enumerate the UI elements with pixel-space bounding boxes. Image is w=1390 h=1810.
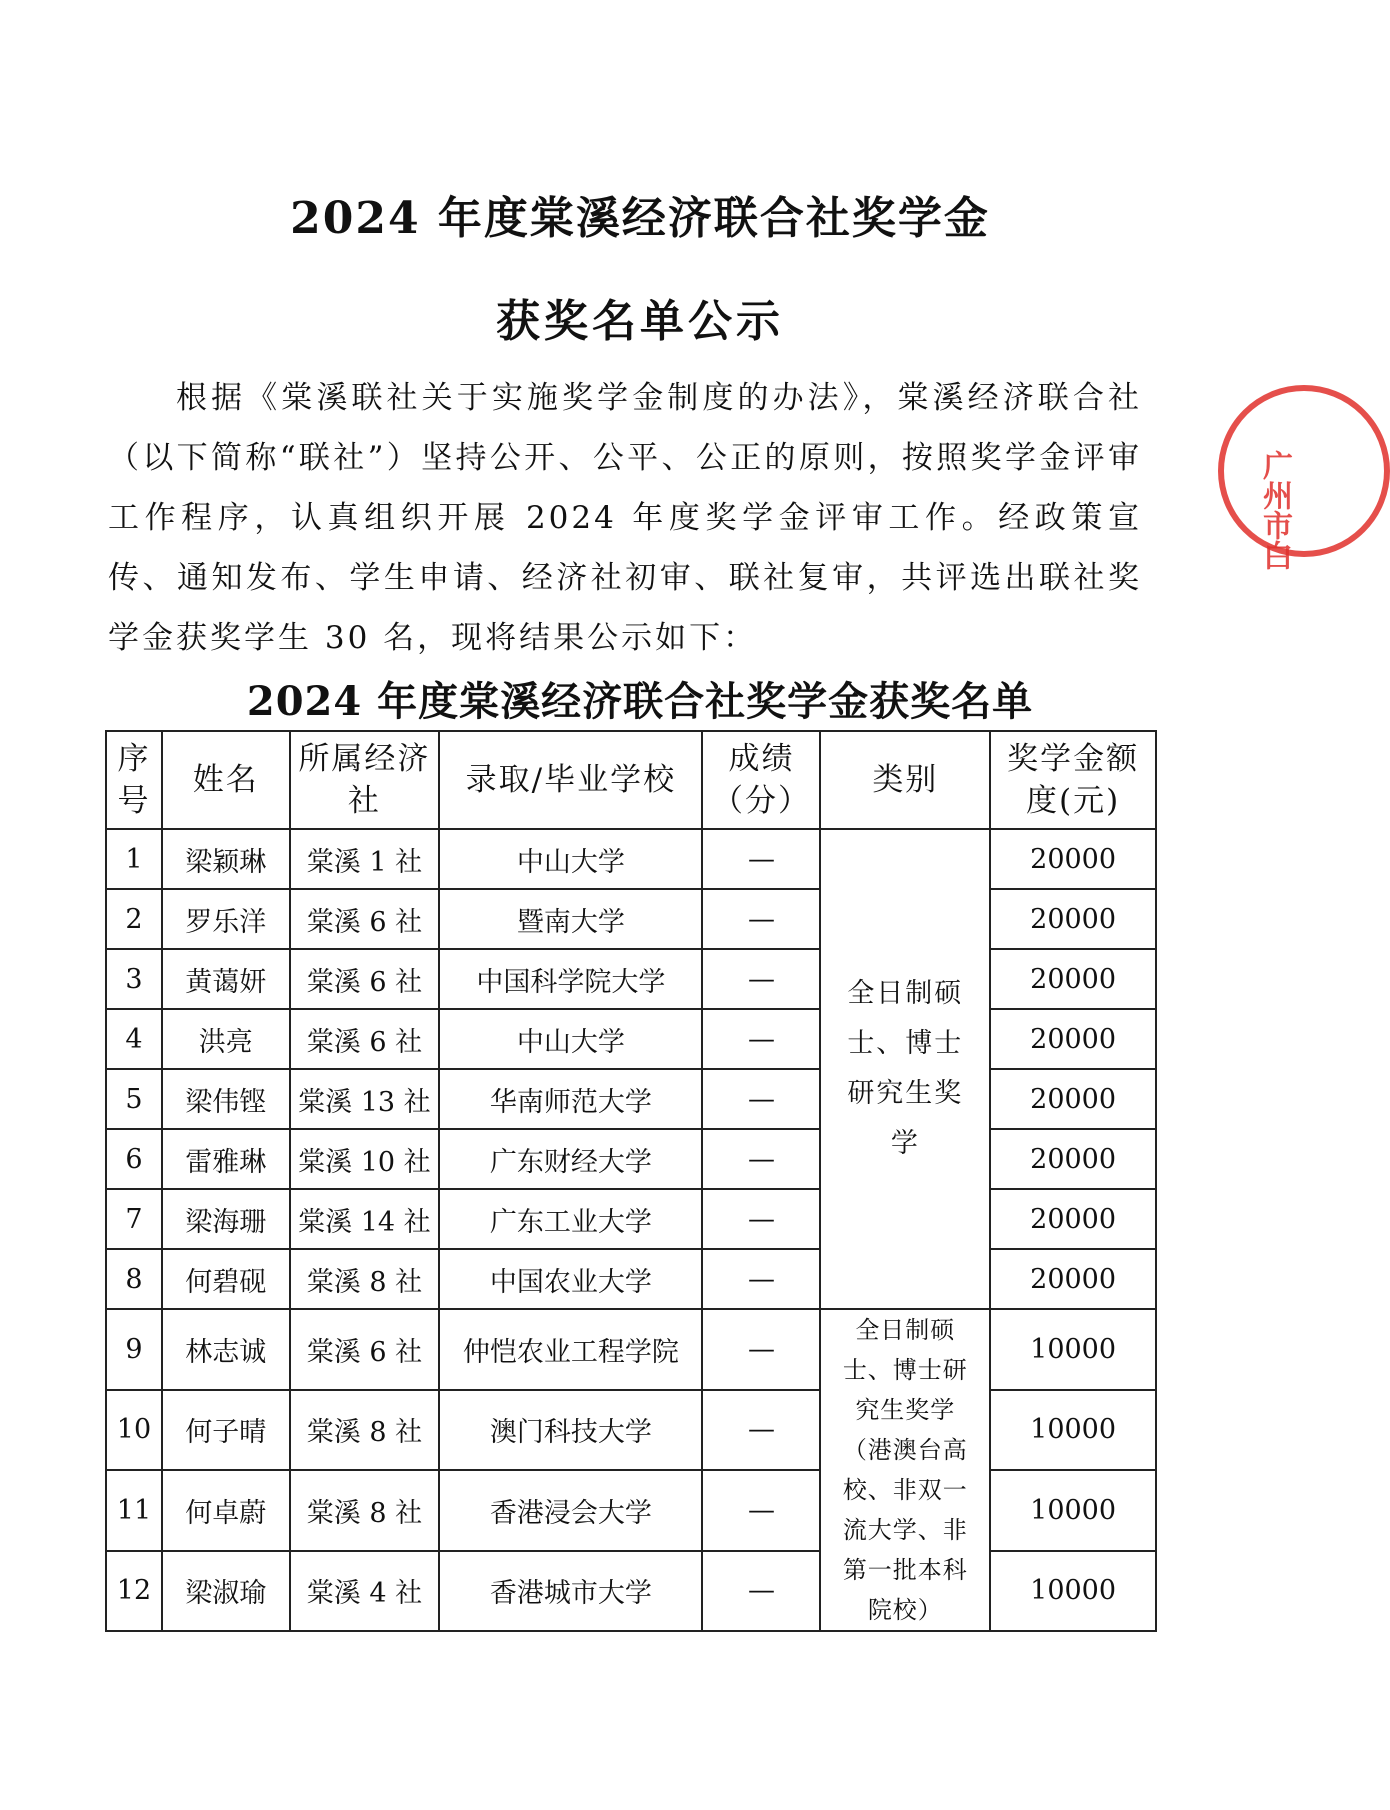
header-amount: 奖学金额度(元) bbox=[990, 731, 1156, 829]
table-row bbox=[106, 1009, 1156, 1069]
cell-school: 香港城市大学 bbox=[439, 1551, 702, 1632]
header-seq: 序号 bbox=[106, 731, 162, 829]
table-row bbox=[106, 1249, 1156, 1309]
cell-category-1: 全日制硕士、博士研究生奖学 bbox=[820, 829, 990, 1309]
cell-school: 暨南大学 bbox=[439, 889, 702, 949]
official-seal-text: 广州市白 bbox=[1257, 450, 1292, 570]
cell-coop: 棠溪 10 社 bbox=[290, 1129, 440, 1189]
header-school: 录取/毕业学校 bbox=[439, 731, 702, 829]
table-row bbox=[106, 1069, 1156, 1129]
cell-seq: 12 bbox=[106, 1551, 162, 1632]
cell-amount: 20000 bbox=[990, 1189, 1156, 1249]
cell-seq: 1 bbox=[106, 829, 162, 889]
cell-school: 广东工业大学 bbox=[439, 1189, 702, 1249]
cell-name: 梁海珊 bbox=[162, 1189, 290, 1249]
cell-school: 广东财经大学 bbox=[439, 1129, 702, 1189]
cell-name: 何卓蔚 bbox=[162, 1470, 290, 1551]
cell-score: — bbox=[702, 1009, 820, 1069]
cell-name: 梁伟铿 bbox=[162, 1069, 290, 1129]
cell-school: 仲恺农业工程学院 bbox=[439, 1309, 702, 1390]
cell-amount: 20000 bbox=[990, 1009, 1156, 1069]
table-row bbox=[106, 1309, 1156, 1390]
header-name: 姓名 bbox=[162, 731, 290, 829]
cell-name: 洪亮 bbox=[162, 1009, 290, 1069]
cell-score: — bbox=[702, 1551, 820, 1632]
cell-seq: 9 bbox=[106, 1309, 162, 1390]
cell-seq: 7 bbox=[106, 1189, 162, 1249]
cell-name: 雷雅琳 bbox=[162, 1129, 290, 1189]
table-row bbox=[106, 1551, 1156, 1632]
table-row bbox=[106, 829, 1156, 889]
table-row bbox=[106, 1129, 1156, 1189]
cell-score: — bbox=[702, 1069, 820, 1129]
award-table bbox=[105, 730, 1157, 1632]
cell-name: 何子晴 bbox=[162, 1390, 290, 1471]
cell-amount: 10000 bbox=[990, 1309, 1156, 1390]
cell-name: 罗乐洋 bbox=[162, 889, 290, 949]
cell-score: — bbox=[702, 889, 820, 949]
cell-category-2: 全日制硕士、博士研究生奖学（港澳台高校、非双一流大学、非第一批本科院校） bbox=[820, 1309, 990, 1631]
cell-seq: 5 bbox=[106, 1069, 162, 1129]
header-coop: 所属经济社 bbox=[290, 731, 440, 829]
table-row bbox=[106, 949, 1156, 1009]
cell-school: 华南师范大学 bbox=[439, 1069, 702, 1129]
cell-coop: 棠溪 4 社 bbox=[290, 1551, 440, 1632]
cell-name: 梁淑瑜 bbox=[162, 1551, 290, 1632]
official-seal-stamp bbox=[1218, 385, 1390, 557]
cell-coop: 棠溪 1 社 bbox=[290, 829, 440, 889]
cell-seq: 6 bbox=[106, 1129, 162, 1189]
cell-score: — bbox=[702, 1309, 820, 1390]
cell-coop: 棠溪 6 社 bbox=[290, 889, 440, 949]
cell-school: 澳门科技大学 bbox=[439, 1390, 702, 1471]
cell-score: — bbox=[702, 1189, 820, 1249]
table-title: 2024 年度棠溪经济联合社奖学金获奖名单 bbox=[246, 678, 1034, 725]
cell-amount: 20000 bbox=[990, 949, 1156, 1009]
cell-amount: 20000 bbox=[990, 1249, 1156, 1309]
cell-amount: 20000 bbox=[990, 889, 1156, 949]
cell-amount: 20000 bbox=[990, 829, 1156, 889]
cell-seq: 4 bbox=[106, 1009, 162, 1069]
cell-coop: 棠溪 8 社 bbox=[290, 1249, 440, 1309]
table-row bbox=[106, 1189, 1156, 1249]
cell-score: — bbox=[702, 1129, 820, 1189]
cell-school: 中山大学 bbox=[439, 829, 702, 889]
cell-score: — bbox=[702, 949, 820, 1009]
cell-amount: 10000 bbox=[990, 1390, 1156, 1471]
table-header-row bbox=[106, 731, 1156, 829]
cell-coop: 棠溪 6 社 bbox=[290, 1309, 440, 1390]
cell-school: 中山大学 bbox=[439, 1009, 702, 1069]
cell-school: 香港浸会大学 bbox=[439, 1470, 702, 1551]
cell-name: 何碧砚 bbox=[162, 1249, 290, 1309]
cell-coop: 棠溪 13 社 bbox=[290, 1069, 440, 1129]
cell-school: 中国农业大学 bbox=[439, 1249, 702, 1309]
table-row bbox=[106, 1390, 1156, 1471]
cell-school: 中国科学院大学 bbox=[439, 949, 702, 1009]
cell-name: 梁颖琳 bbox=[162, 829, 290, 889]
cell-seq: 10 bbox=[106, 1390, 162, 1471]
cell-score: — bbox=[702, 1470, 820, 1551]
title-line-1: 2024 年度棠溪经济联合社奖学金 bbox=[290, 193, 990, 244]
cell-coop: 棠溪 8 社 bbox=[290, 1470, 440, 1551]
title-line-2: 获奖名单公示 bbox=[496, 296, 784, 347]
cell-seq: 3 bbox=[106, 949, 162, 1009]
cell-score: — bbox=[702, 1249, 820, 1309]
cell-amount: 20000 bbox=[990, 1069, 1156, 1129]
cell-coop: 棠溪 6 社 bbox=[290, 1009, 440, 1069]
table-row bbox=[106, 1470, 1156, 1551]
cell-coop: 棠溪 6 社 bbox=[290, 949, 440, 1009]
cell-amount: 10000 bbox=[990, 1551, 1156, 1632]
cell-name: 黄蔼妍 bbox=[162, 949, 290, 1009]
header-category: 类别 bbox=[820, 731, 990, 829]
cell-coop: 棠溪 14 社 bbox=[290, 1189, 440, 1249]
cell-seq: 8 bbox=[106, 1249, 162, 1309]
cell-amount: 10000 bbox=[990, 1470, 1156, 1551]
cell-score: — bbox=[702, 829, 820, 889]
cell-seq: 2 bbox=[106, 889, 162, 949]
cell-seq: 11 bbox=[106, 1470, 162, 1551]
intro-paragraph: 根据《棠溪联社关于实施奖学金制度的办法》，棠溪经济联合社（以下简称“联社”）坚持公开、公平、公正的原则，按照奖学金评审工作程序，认真组织开展 2024 年度奖学金评审工作。经政策宣传、通知发布、学生申请、经济社初审、联社复审，共评选出联社奖学金获奖学生 30 名，现将结果公示如下： bbox=[108, 380, 1142, 656]
header-score: 成绩（分） bbox=[702, 731, 820, 829]
cell-score: — bbox=[702, 1390, 820, 1471]
cell-name: 林志诚 bbox=[162, 1309, 290, 1390]
cell-amount: 20000 bbox=[990, 1129, 1156, 1189]
table-row bbox=[106, 889, 1156, 949]
cell-coop: 棠溪 8 社 bbox=[290, 1390, 440, 1471]
